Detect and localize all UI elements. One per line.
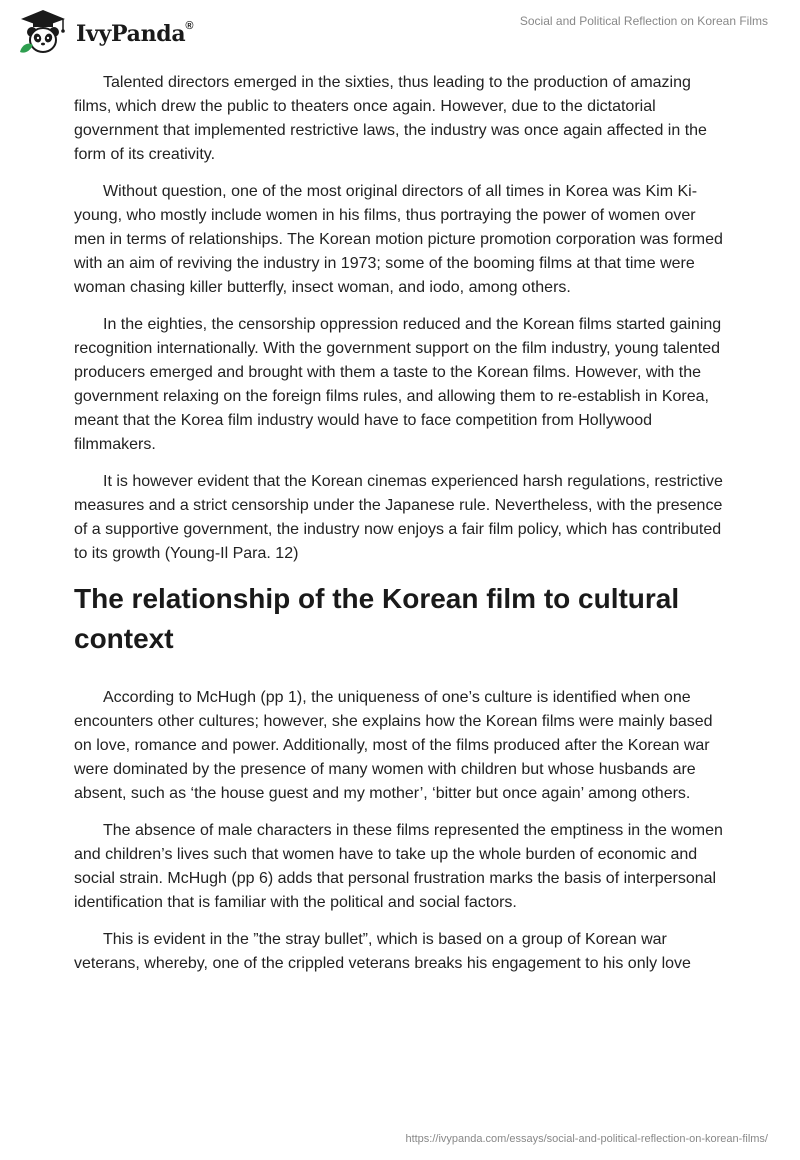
registered-mark: ® bbox=[185, 19, 194, 32]
document-title: Social and Political Reflection on Korean Films bbox=[519, 14, 768, 28]
paragraph-7: This is evident in the ”the stray bullet”, which is based on a group of Korean war veterans, whereby, one of the crippled veterans breaks his engagement to his only love bbox=[74, 931, 691, 972]
paragraph-5: According to McHugh (pp 1), the uniqueness of one’s culture is identified when one encounters other cultures; however, she explains how the Korean films were mainly based on love, romance and power. Additionally, most of the films produced after the Korean war were dominated by the presence of many women with children but whose husbands are absent, such as ‘the house guest and my mother’, ‘bitter but once again’ among others. bbox=[74, 689, 713, 802]
paragraph-4: It is however evident that the Korean cinemas experienced harsh regulations, restrictive measures and a strict censorship under the Japanese rule. Nevertheless, with the presence of a supportive government, the industry now enjoys a fair film policy, which has contributed to its growth (Young-Il Para. 12) bbox=[74, 473, 723, 562]
paragraph-2: Without question, one of the most original directors of all times in Korea was Kim Ki-young, who mostly include women in his films, thus portraying the power of women over men in terms of relationships. The Korean motion picture promotion corporation was formed with an aim of reviving the industry in 1973; some of the booming films at that time were woman chasing killer butterfly, insect woman, and iodo, among others. bbox=[74, 183, 723, 296]
paragraph-1: Talented directors emerged in the sixties, thus leading to the production of amazing films, which drew the public to theaters once again. However, due to the dictatorial government that implemented restrictive laws, the industry was once again affected in the form of its creativity. bbox=[74, 74, 707, 163]
source-url[interactable]: https://ivypanda.com/essays/social-and-political-reflection-on-korean-films/ bbox=[405, 1133, 768, 1145]
logo-wordmark: IvyPanda® bbox=[76, 19, 194, 47]
ivypanda-logo[interactable] bbox=[14, 8, 193, 58]
paragraph-6: The absence of male characters in these films represented the emptiness in the women and children’s lives such that women have to take up the whole burden of economic and social strain. McHugh (pp 6) adds that personal frustration marks the basis of interpersonal identification that is familiar with the political and social factors. bbox=[74, 822, 723, 911]
essay-body bbox=[74, 71, 726, 989]
section-heading: The relationship of the Korean film to cultural context bbox=[74, 583, 680, 654]
paragraph-3: In the eighties, the censorship oppression reduced and the Korean films started gaining recognition internationally. With the government support on the film industry, young talented producers emerged and brought with them a taste to the Korean films. However, with the government relaxing on the foreign films rules, and allowing them to re-establish in Korea, meant that the Korea film industry would have to face competition from Hollywood filmmakers. bbox=[74, 316, 722, 453]
panda-graduate-icon bbox=[14, 8, 72, 58]
page-header bbox=[0, 0, 800, 62]
